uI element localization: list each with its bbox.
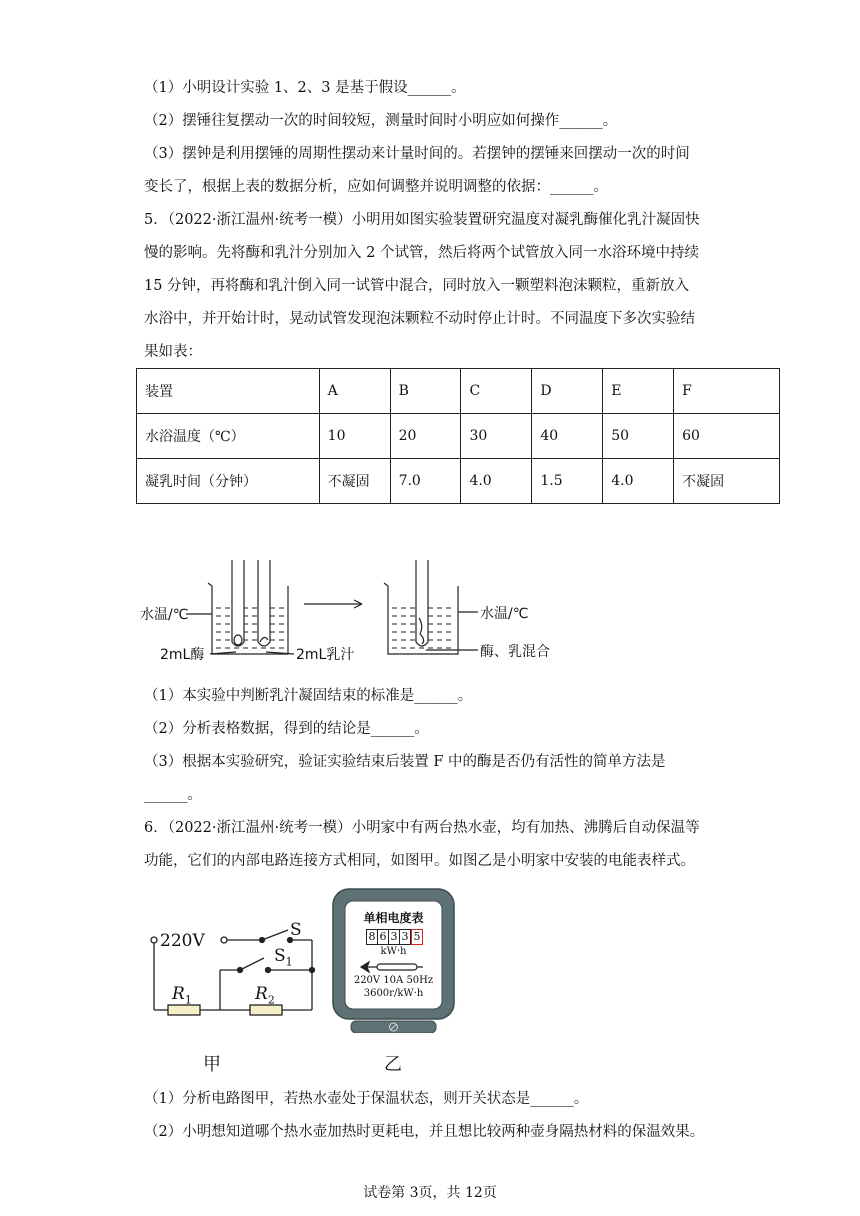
question-5-intro-line-3: 15 分钟，再将酶和乳汁倒入同一试管中混合，同时放入一颗塑料泡沫颗粒，重新放入 bbox=[144, 278, 690, 294]
question-5-part-1: （1）本实验中判断乳汁凝固结束的标准是______。 bbox=[144, 688, 473, 704]
question-6-part-1: （1）分析电路图甲，若热水壶处于保温状态，则开关状态是______。 bbox=[144, 1091, 589, 1107]
water-temp-left-label: 水温/℃ bbox=[140, 607, 189, 623]
table-row bbox=[137, 459, 780, 504]
question-6-intro-line-2: 功能，它们的内部电路连接方式相同，如图甲。如图乙是小明家中安装的电能表样式。 bbox=[144, 853, 695, 869]
enzyme-label: 2mL酶 bbox=[160, 647, 205, 663]
table-cell: 装置 bbox=[137, 369, 320, 414]
question-4-part-2: （2）摆锤往复摆动一次的时间较短，测量时间时小明应如何操作______。 bbox=[144, 113, 618, 129]
page-footer: 试卷第 3页，共 12页 bbox=[363, 1185, 497, 1201]
experiment-data-table bbox=[136, 368, 780, 504]
question-5-intro-line-1: 5．（2022·浙江温州·统考一模）小明用如图实验装置研究温度对凝乳酶催化乳汁凝固快 bbox=[144, 212, 700, 228]
table-cell: 40 bbox=[532, 414, 603, 459]
table-cell: 60 bbox=[674, 414, 780, 459]
meter-digits bbox=[366, 929, 423, 945]
table-cell: 水浴温度（℃） bbox=[137, 414, 320, 459]
resistor-r2-label: $R_2$ bbox=[255, 984, 275, 1007]
question-4-part-1: （1）小明设计实验 1、2、3 是基于假设______。 bbox=[144, 80, 466, 96]
figure-jia-caption: 甲 bbox=[203, 1054, 221, 1075]
question-6-part-2: （2）小明想知道哪个热水壶加热时更耗电，并且想比较两种壶身隔热材料的保温效果。 bbox=[144, 1124, 705, 1140]
question-5-intro-line-5: 果如表： bbox=[144, 344, 202, 360]
question-5-intro-line-4: 水浴中，并开始计时，晃动试管发现泡沫颗粒不动时停止计时。不同温度下多次实验结 bbox=[144, 311, 695, 327]
question-6-intro-line-1: 6．（2022·浙江温州·统考一模）小明家中有两台热水壶，均有加热、沸腾后自动保温等 bbox=[144, 820, 700, 836]
table-cell: 1.5 bbox=[532, 459, 603, 504]
meter-digit: 3 bbox=[389, 929, 400, 945]
table-cell: C bbox=[461, 369, 532, 414]
mixture-label: 酶、乳混合 bbox=[480, 644, 550, 660]
question-5-intro-line-2: 慢的影响。先将酶和乳汁分别加入 2 个试管，然后将两个试管放入同一水浴环境中持续 bbox=[144, 245, 699, 261]
table-cell: B bbox=[390, 369, 461, 414]
question-5-part-3-line-2: ______。 bbox=[144, 787, 202, 803]
table-cell: E bbox=[603, 369, 674, 414]
electric-meter bbox=[331, 887, 456, 1033]
table-cell: A bbox=[319, 369, 390, 414]
meter-spec-2: 3600r/kW·h bbox=[363, 988, 424, 999]
table-cell: 4.0 bbox=[603, 459, 674, 504]
meter-digit-decimal: 5 bbox=[411, 929, 423, 945]
voltage-label: 220V bbox=[160, 931, 205, 951]
table-cell: 50 bbox=[603, 414, 674, 459]
question-5-part-3-line-1: （3）根据本实验研究，验证实验结束后装置 F 中的酶是否仍有活性的简单方法是 bbox=[144, 754, 666, 770]
meter-digit: 3 bbox=[400, 929, 411, 945]
table-cell: 10 bbox=[319, 414, 390, 459]
table-cell: 凝乳时间（分钟） bbox=[137, 459, 320, 504]
milk-label: 2mL乳汁 bbox=[296, 647, 355, 663]
table-cell: 7.0 bbox=[390, 459, 461, 504]
meter-digit: 6 bbox=[378, 929, 389, 945]
question-4-part-3-line-1: （3）摆钟是利用摆锤的周期性摆动来计量时间的。若摆钟的摆锤来回摆动一次的时间 bbox=[144, 146, 690, 162]
meter-digit: 8 bbox=[366, 929, 378, 945]
table-cell: F bbox=[674, 369, 780, 414]
table-cell: 不凝固 bbox=[319, 459, 390, 504]
meter-unit: kW·h bbox=[380, 946, 407, 957]
table-row bbox=[137, 414, 780, 459]
switch-s1-label: $S_1$ bbox=[274, 946, 293, 969]
table-cell: 30 bbox=[461, 414, 532, 459]
meter-title: 单相电度表 bbox=[363, 911, 424, 925]
question-4-part-3-line-2: 变长了，根据上表的数据分析，应如何调整并说明调整的依据：______。 bbox=[144, 179, 608, 195]
table-cell: 20 bbox=[390, 414, 461, 459]
water-temp-right-label: 水温/℃ bbox=[480, 606, 529, 622]
resistor-r1-label: $R_1$ bbox=[172, 984, 192, 1007]
figure-yi-caption: 乙 bbox=[384, 1054, 402, 1075]
table-cell: 4.0 bbox=[461, 459, 532, 504]
question-5-part-2: （2）分析表格数据，得到的结论是______。 bbox=[144, 721, 429, 737]
switch-s-label: S bbox=[290, 920, 302, 940]
table-cell: 不凝固 bbox=[674, 459, 780, 504]
table-row bbox=[137, 369, 780, 414]
meter-spec-1: 220V 10A 50Hz bbox=[353, 975, 434, 986]
table-cell: D bbox=[532, 369, 603, 414]
